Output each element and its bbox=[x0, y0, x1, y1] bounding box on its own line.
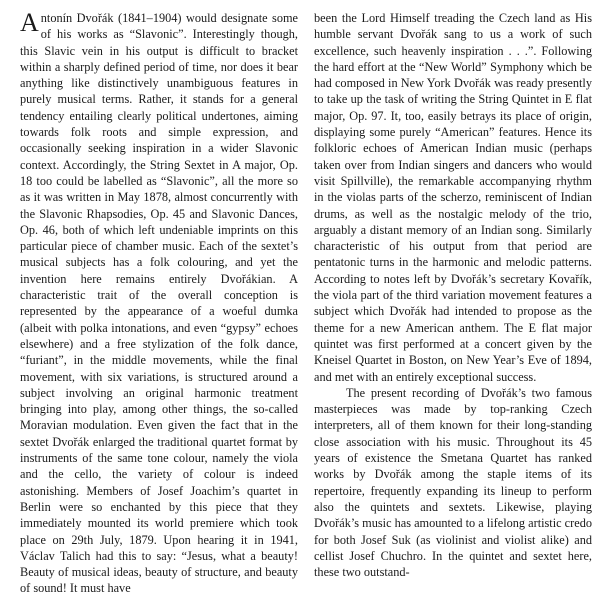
drop-cap: A bbox=[20, 8, 39, 37]
paragraph-text: ntonín Dvořák (1841–1904) would designate some of his works as “Slavonic”. Interestingly though, this Slavic vein in his output is difficult to bracket within a sharply defined period of time, nor does it bear anything like distinctively unambiguous features in purely musical terms. Rather, it stands for a general tendency entailing clearly political undertones, aiming towards folk roots and simple expression, and occasionally seeking inspiration in a wider Slavonic context. Accordingly, the String Sextet in A major, Op. 18 too could be labelled as “Slavonic”, all the more so as it was written in May 1878, almost concurrently with the Slavonic Rhapsodies, Op. 45 and Slavonic Dances, Op. 46, both of which left undeniable imprints on this particular piece of chamber music. Each of the sextet’s musical subjects has a folk colouring, and yet the invention here remains entirely Dvořákian. A characteristic trait of the overall conception is represented by the appearance of a woeful dumka (albeit with polka intonations, and even “gypsy” echoes elsewhere) and a free stylization of the folk dance, “furiant”, in the middle movements, while the final movement, with six variations, is structured around a subject involving an original harmonic treatment bringing into play, among other things, the so-called Moravian modulation. Even given the fact that in the sextet Dvořák enlarged the traditional quartet format by instruments of the same tone colour, namely the viola and the cello, the variety of colour is indeed astonishing. Members of Josef Joachim’s quartet in Berlin were so enchanted by this piece that they immediately mounted its world premiere which took place on 29th July, 1879. Upon hearing it in 1941, Václav Talich had this to say: “Jesus, what a beauty! Beauty of musical ideas, beauty of structure, and beauty of sound! It must have bbox=[20, 11, 298, 596]
paragraph-slavonic bbox=[20, 10, 298, 597]
paragraph-quintet: been the Lord Himself treading the Czech land as His humble servant Dvořák sang to us a work of such excellence, such heavenly inspiration . . .”. Following the hard effort at the “New World” Symphony which be had composed in New York Dvořák was ready presently to take up the task of writing the String Quintet in E flat major, Op. 97. It, too, easily betrays its place of origin, displaying some purely “American” features. Hence its folkloric echoes of American Indian music (perhaps taken over from Indian singers and dancers who would visit Spillville), the remarkable accompanying rhythm in the violas parts of the scherzo, reminiscent of Indian drums, as well as the nostalgic melody of the trio, arguably a distant memory of an Indian song. Similarly characteristic of his output from that period are pentatonic turns in the harmonic and melodic patterns. According to notes left by Dvořák’s secretary Kovařík, the viola part of the third variation movement features a subject which Dvořák had intended to propose as the theme for a new American anthem. The E flat major quintet was first performed at a concert given by the Kneisel Quartet in Boston, on New Year’s Eve of 1894, and met with an entirely exceptional success. bbox=[314, 11, 592, 384]
paragraph-recording: The present recording of Dvořák’s two famous masterpieces was made by top-ranking Czech interpreters, all of them known for their long-standing close association with his music. Throughout its 45 years of existence the Smetana Quartet has ranked works by Dvořák among the staple items of its repertoire, frequently expanding its lineup to perform also the quintets and sextets. Likewise, playing Dvořák’s music has amounted to a lifelong artistic credo for both Josef Suk (as violinist and violist alike) and cellist Josef Chuchro. In the quintet and sextet here, these two outstand- bbox=[314, 385, 592, 580]
right-column bbox=[314, 10, 592, 590]
left-column bbox=[20, 8, 298, 596]
